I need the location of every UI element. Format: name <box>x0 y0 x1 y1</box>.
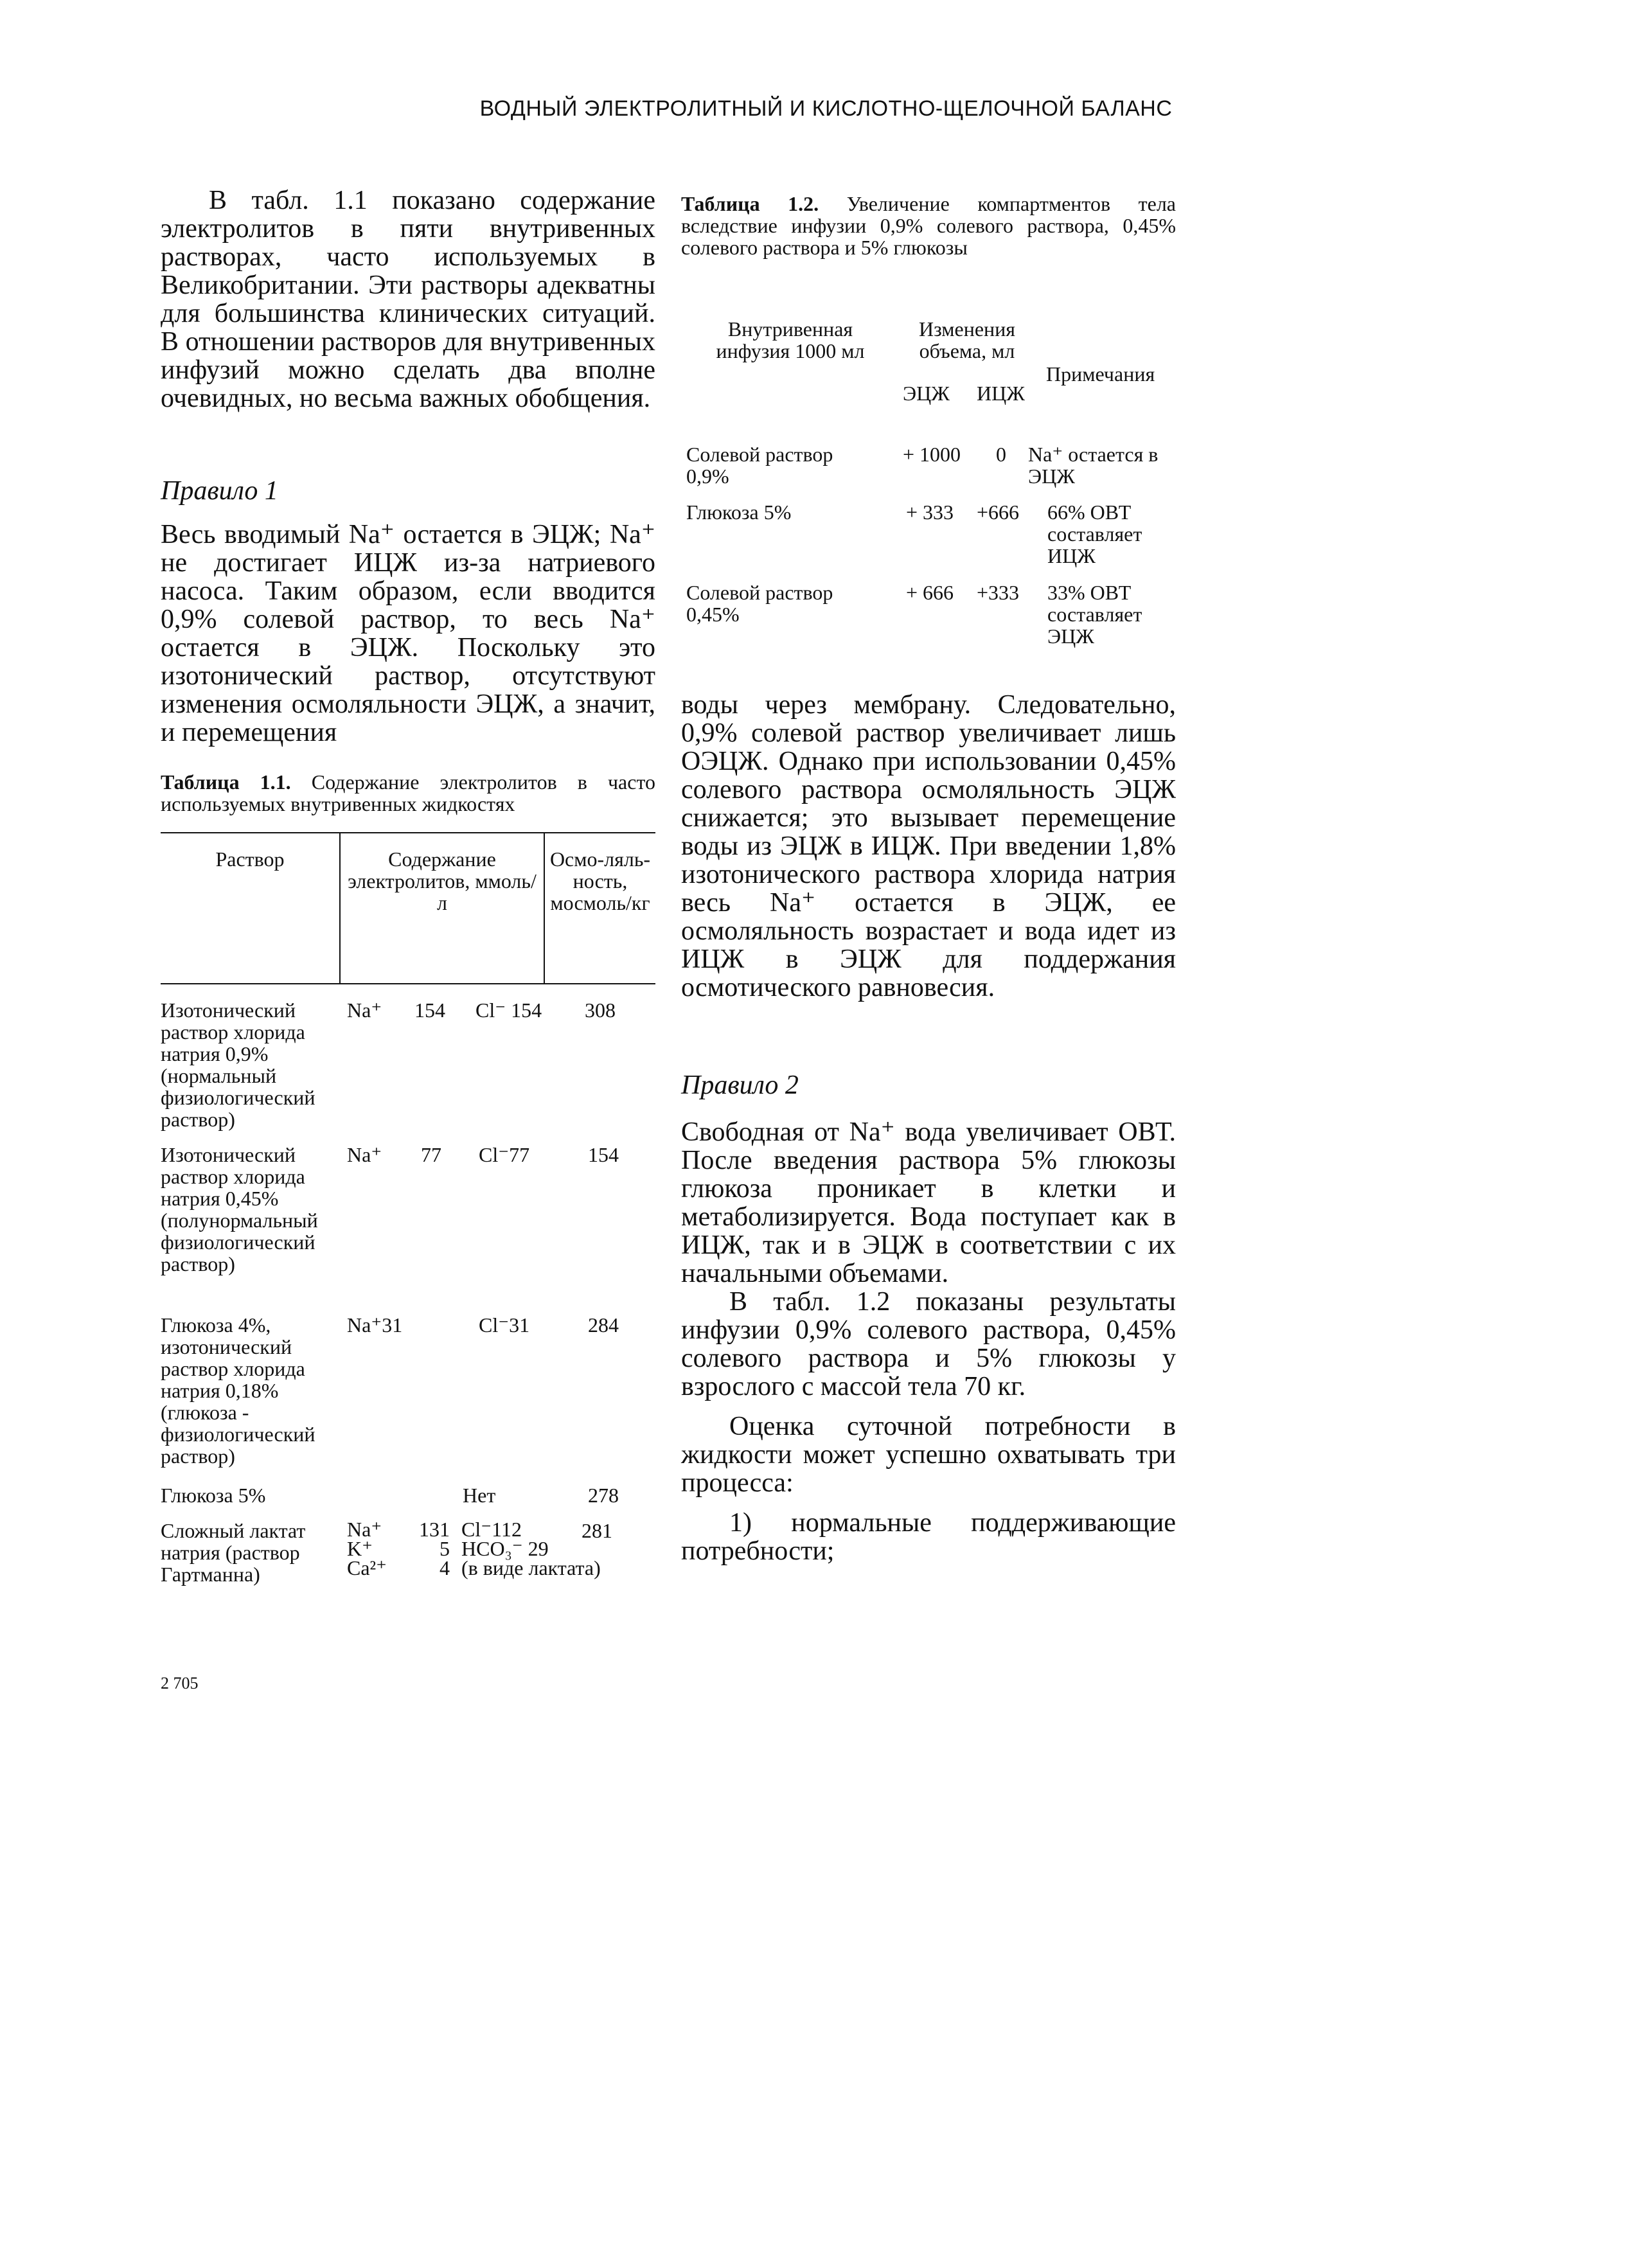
table1-row-v1: 77 <box>421 1143 441 1166</box>
table2-row-name: Солевой раствор 0,45% <box>686 581 833 626</box>
table1-header-rule <box>161 983 655 984</box>
table1-row-osmo: 308 <box>585 999 616 1022</box>
rule2-text: Свободная от Na⁺ вода увеличивает ОВТ. После введения раствора 5% глюкозы глюкоза проникает в клетки и метаболизируется. Вода поступает как в ИЦЖ, так и в ЭЦЖ в соответствии с их начальными объемами. <box>681 1117 1176 1288</box>
table2-row-ecf: + 666 <box>906 581 954 604</box>
table1-row-ion2: Cl⁻ 154 <box>475 999 542 1022</box>
table1-header-solution: Раствор <box>215 848 285 871</box>
table2-header-icf: ИЦЖ <box>977 382 1025 405</box>
table2-row-icf: +666 <box>977 501 1020 524</box>
intro-text: В табл. 1.1 показано содержание электролитов в пяти внутривенных растворах, часто используемых в Великобритании. Эти растворы адекватны для большинства клинических ситуаций. В отношении растворов для внутривенных инфузий можно сделать два вполне очевидных, но весьма важных обобщения. <box>161 186 655 413</box>
table2-row-name: Глюкоза 5% <box>686 501 792 524</box>
table1-row-ion1: Na⁺ K⁺ Ca²⁺ <box>347 1518 387 1579</box>
page-number: 2 705 <box>161 1674 199 1692</box>
table2-header-changes: Изменения объема, мл <box>918 317 1016 362</box>
table1-row-ion1: Na⁺ <box>347 1143 382 1166</box>
table1-row-ion2: Нет <box>463 1484 496 1507</box>
rule2-paragraph <box>681 1118 1176 1565</box>
table2-row-note: 66% ОВТ составляет ИЦЖ <box>1047 501 1142 567</box>
table1-caption <box>161 771 655 815</box>
table2-header-ecf: ЭЦЖ <box>903 382 950 405</box>
table2-row-name: Солевой раствор 0,9% <box>686 443 833 488</box>
table1-header-content: Содержание электролитов, ммоль/л <box>348 848 537 914</box>
table2-caption <box>681 193 1176 258</box>
table1-row-name: Глюкоза 4%, изотонический раствор хлорида натрия 0,18% (глюкоза - физиологический раствор) <box>161 1313 315 1468</box>
table2-row-icf: +333 <box>977 581 1020 604</box>
table1-caption-text: Содержание электролитов в часто используемых внутривенных жидкостях <box>161 770 656 815</box>
table2-row-note: 33% ОВТ составляет ЭЦЖ <box>1047 581 1142 648</box>
table1-row-ion1: Na⁺ <box>347 999 382 1022</box>
table1-row-osmo: 281 <box>582 1519 612 1542</box>
table1-top-rule <box>161 832 655 833</box>
table2-caption-label: Таблица 1.2. <box>681 192 819 215</box>
table1-col-divider-2 <box>544 832 545 983</box>
table1-row-name: Изотонический раствор хлорида натрия 0,9% (нормальный физиологический раствор) <box>161 999 315 1131</box>
table1-caption-label: Таблица 1.1. <box>161 770 291 794</box>
table2-row-note: Na⁺ остается в ЭЦЖ <box>1028 443 1159 488</box>
rule1-title: Правило 1 <box>161 476 278 506</box>
list-item-1: 1) нормальные поддерживающие потребности; <box>681 1508 1176 1566</box>
table1-row-ion2: Cl⁻77 <box>479 1143 530 1166</box>
intro-paragraph <box>161 186 655 413</box>
table1-header-osmo: Осмо-ляль-ность, мосмоль/кг <box>549 848 651 914</box>
running-header: ВОДНЫЙ ЭЛЕКТРОЛИТНЫЙ И КИСЛОТНО-ЩЕЛОЧНОЙ БАЛАНС <box>479 96 1173 121</box>
continued-text: воды через мембрану. Следовательно, 0,9% солевой раствор увеличивает лишь ОЭЦЖ. Однако при использовании 0,45% солевого раствора осмоляльность ЭЦЖ снижается; это вызывает перемещение воды из ЭЦЖ в ИЦЖ. При введении 1,8% изотонического раствора хлорида натрия весь Na⁺ остается в ЭЦЖ, ее осмоляльность возрастает и вода идет из ИЦЖ в ЭЦЖ для поддержания осмотического равновесия. <box>681 690 1176 1002</box>
table2-row-ecf: + 333 <box>906 501 954 524</box>
table2-row-ecf: + 1000 <box>903 443 961 466</box>
table1-row-name: Сложный лактат натрия (раствор Гартманна) <box>161 1519 306 1586</box>
table2-row-icf: 0 <box>996 443 1006 466</box>
para3-text: Оценка суточной потребности в жидкости может успешно охватывать три процесса: <box>681 1412 1176 1498</box>
table1-row-ion2: Cl⁻112 HCO₃⁻ 29 (в виде лактата) <box>461 1518 601 1579</box>
table1-row-osmo: 154 <box>588 1143 619 1166</box>
table1-row-osmo: 278 <box>588 1484 619 1507</box>
table1-row-ion2: Cl⁻31 <box>479 1313 530 1337</box>
table1-row-osmo: 284 <box>588 1313 619 1337</box>
rule2-title: Правило 2 <box>681 1070 799 1100</box>
table2-header-infusion: Внутривенная инфузия 1000 мл <box>716 317 865 362</box>
table1-row-ion1: Na⁺31 <box>347 1313 403 1337</box>
table2-caption-text: Увеличение компартментов тела вследствие инфузии 0,9% солевого раствора, 0,45% солевого раствора и 5% глюкозы <box>681 192 1177 259</box>
table2-header-notes: Примечания <box>1046 362 1155 386</box>
rule1-text: Весь вводимый Na⁺ остается в ЭЦЖ; Na⁺ не достигает ИЦЖ из-за натриевого насоса. Таким образом, если вводится 0,9% солевой раствор, то весь Na⁺ остается в ЭЦЖ. Поскольку это изотонический раствор, отсутствуют изменения осмоляльности ЭЦЖ, а значит, и перемещения <box>161 520 655 747</box>
para2-text: В табл. 1.2 показаны результаты инфузии 0,9% солевого раствора, 0,45% солевого раствора и 5% глюкозы у взрослого с массой тела 70 кг. <box>681 1287 1176 1401</box>
table1-col-divider-1 <box>339 832 341 983</box>
table1-row-name: Глюкоза 5% <box>161 1484 266 1507</box>
rule1-paragraph <box>161 520 655 747</box>
table1-row-v1: 154 <box>414 999 445 1022</box>
continued-paragraph <box>681 691 1176 1002</box>
table1-row-v1: 131 5 4 <box>419 1518 450 1579</box>
table1-row-name: Изотонический раствор хлорида натрия 0,45% (полунормальный физиологический раствор) <box>161 1143 318 1275</box>
